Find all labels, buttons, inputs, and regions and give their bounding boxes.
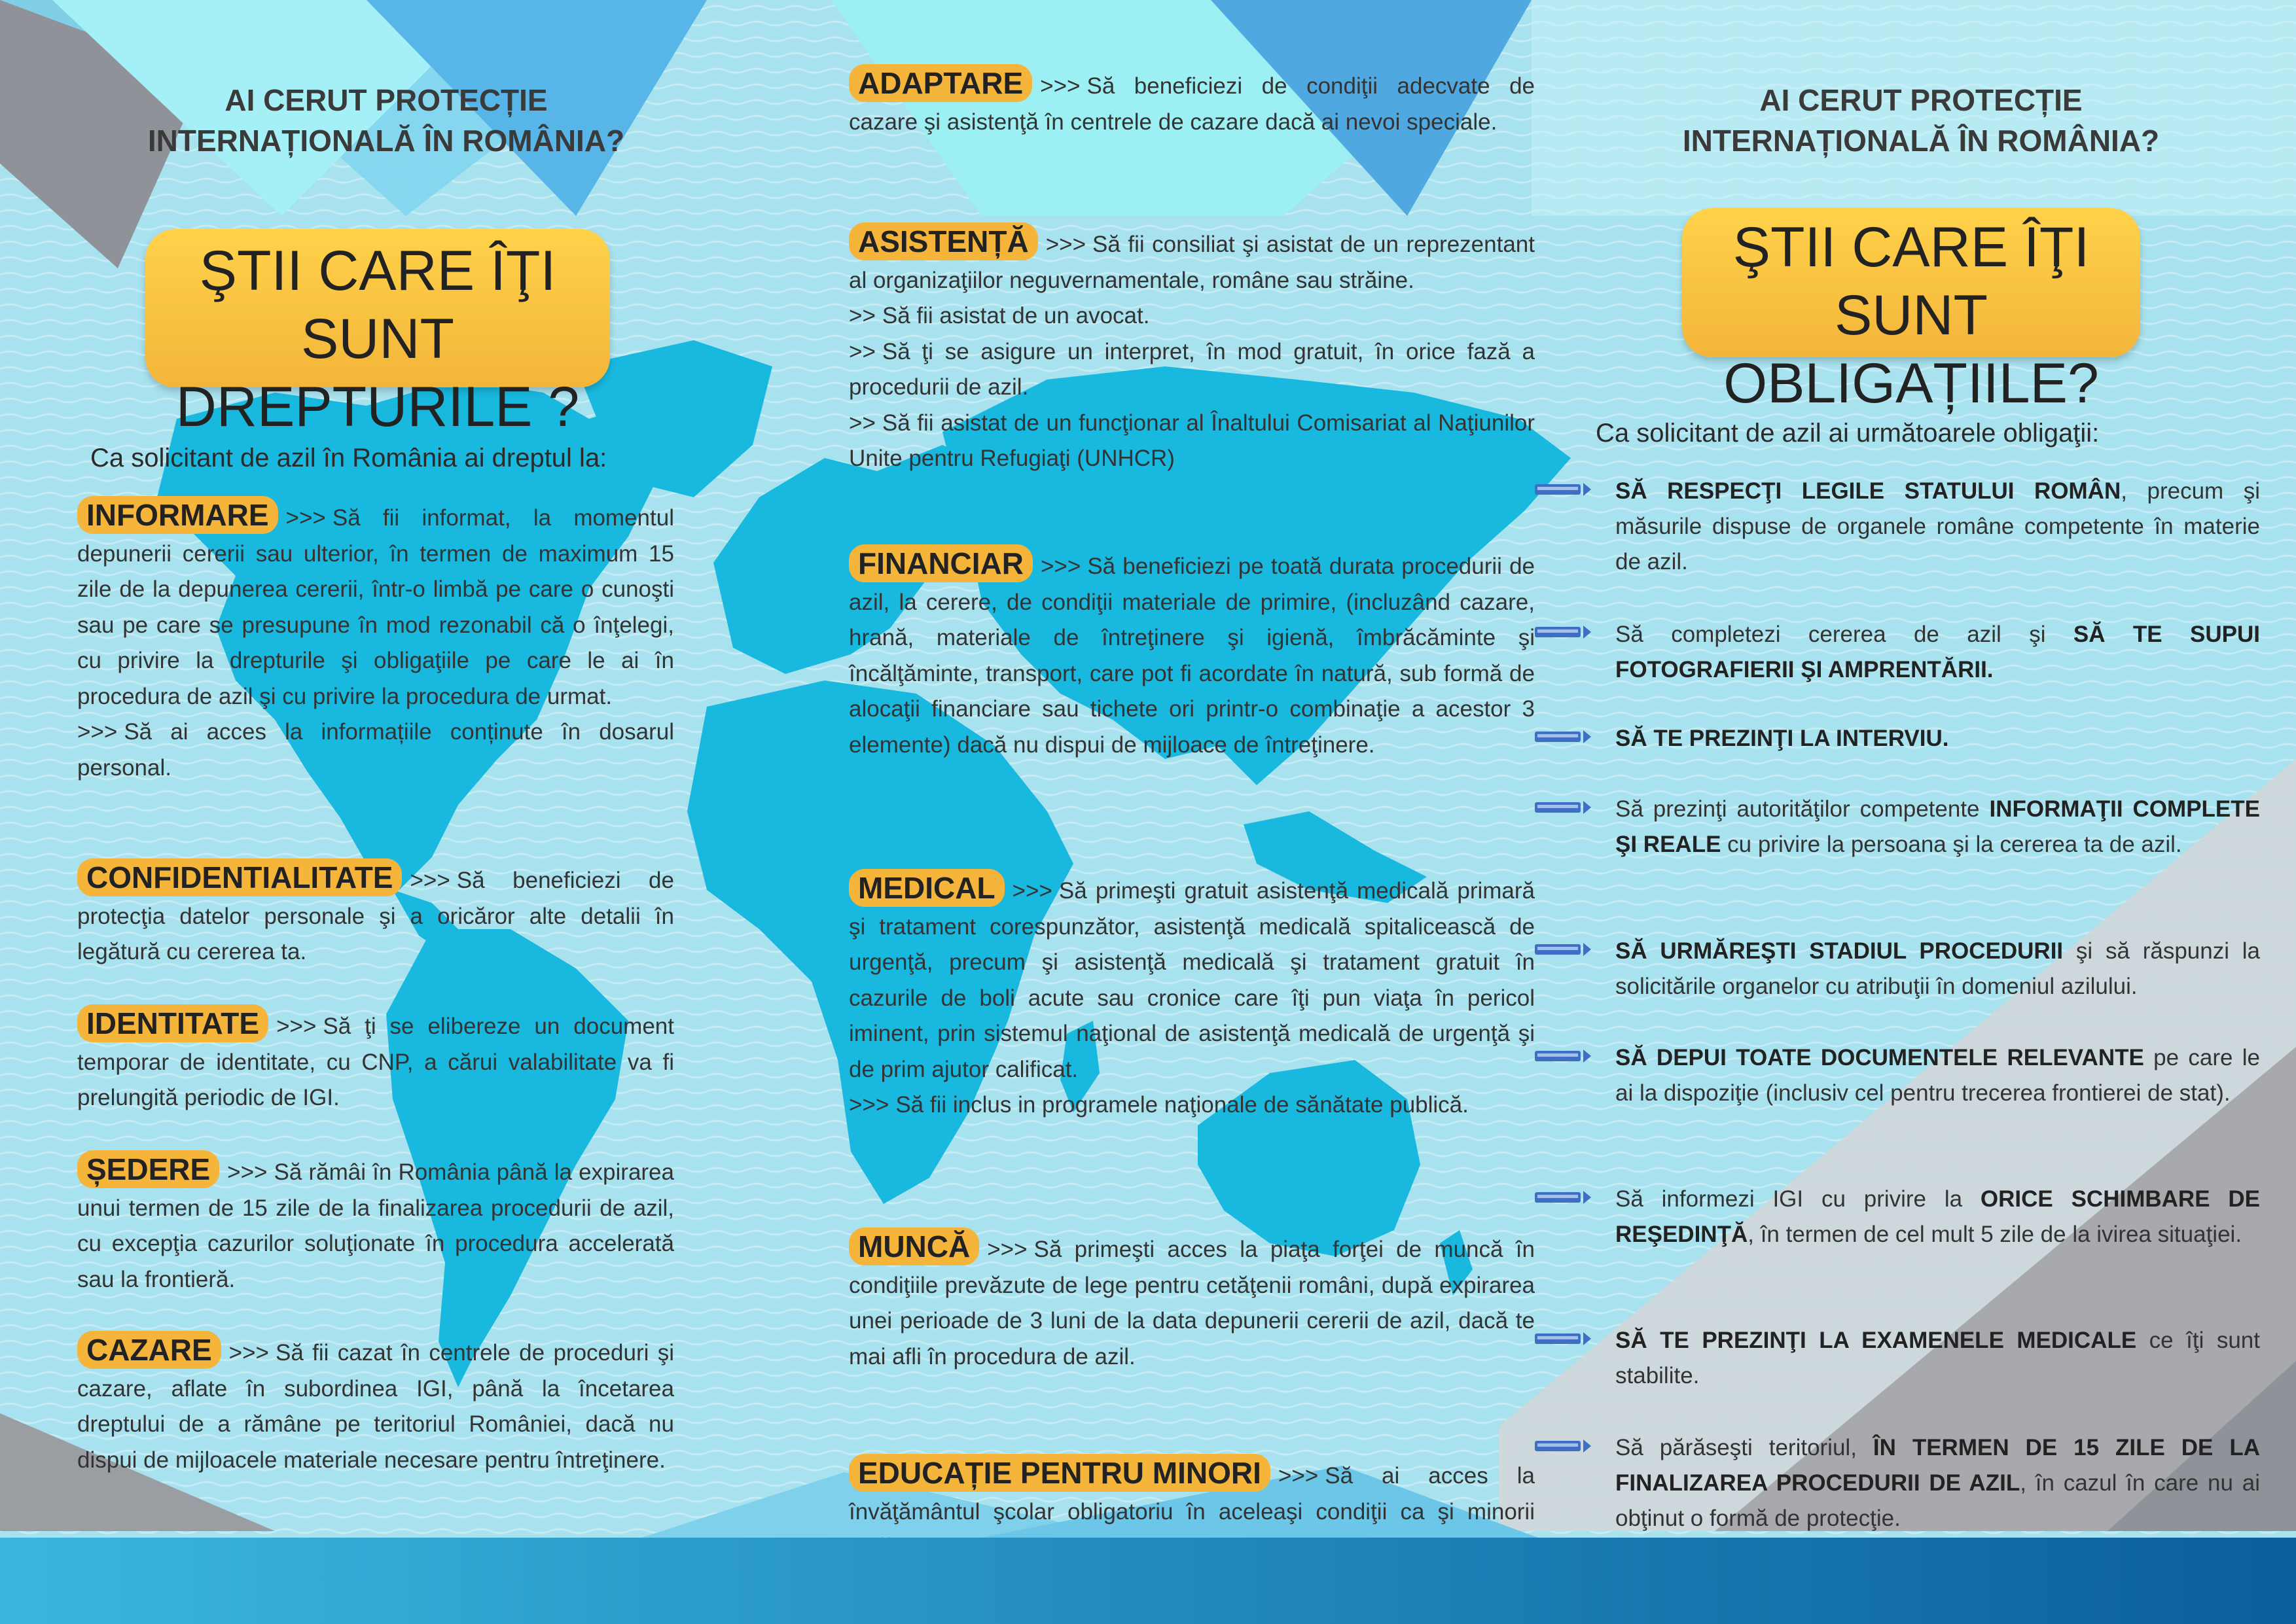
- medical-extra: Să fii inclus in programele naţionale de sănătate publică.: [895, 1092, 1469, 1118]
- medical-text: Să primeşti gratuit asistenţă medicală primară şi tratament corespunzător, asistenţă medicală spitalicească de urgenţă, precum şi asistenţă medicală şi tratament gratuit în cazurile de boli acute sau cronice care îţi pun viaţa în pericol iminent, prin sistemul naţional de asistenţă medicală de urgenţă şi de prim ajutor calificat.: [849, 878, 1535, 1082]
- obligation-item: Să părăseşti teritoriul, ÎN TERMEN DE 15 ZILE DE LA FINALIZAREA PROCEDURII DE AZIL, în cazul în care nu ai obţinut o formă de protecţie.: [1615, 1435, 2260, 1531]
- arrow-bullet-icon: [1535, 1188, 1591, 1207]
- right-title-line2: OBLIGAȚIILE?: [1723, 352, 2099, 415]
- arrow-bullet-icon: [1535, 1047, 1591, 1065]
- asistenta-text: Să fii consiliat şi asistat de un reprezentant al organizaţiilor neguvernamentale, române sau străine.: [849, 232, 1535, 293]
- right-intro: Ca solicitant de azil ai următoarele obligaţii:: [1596, 419, 2100, 448]
- asistenta-line3: Să fii asistat de un funcţionar al Înaltului Comisariat al Naţiunilor Unite pentru Refugiaţi (UNHCR): [849, 410, 1535, 471]
- right-munca: MUNCĂ >>> Să primeşti acces la piaţa forţei de muncă în condiţiile prevăzute de lege pentru cetăţenii români, după expirarea unei perioade de 3 luni de la data depunerii cererii de azil, dacă te mai afli în procedura de azil.: [849, 1227, 1535, 1375]
- obligation-item: SĂ DEPUI TOATE DOCUMENTELE RELEVANTE pe care le ai la dispoziţie (inclusiv cel pentru trecerea frontierei de stat).: [1615, 1045, 2260, 1106]
- obligation-item: SĂ TE PREZINŢI LA EXAMENELE MEDICALE ce îţi sunt stabilite.: [1615, 1328, 2260, 1388]
- tag-educatie: EDUCAȚIE PENTRU MINORI: [849, 1454, 1270, 1492]
- left-kicker: AI CERUT PROTECȚIE INTERNAȚIONALĂ ÎN ROMÂNIA?: [147, 83, 625, 158]
- right-sedere: ȘEDERE >>> Să rămâi în România până la expirarea unui termen de 15 zile de la finalizarea procedurii de azil, cu excepţia cazurilor soluţionate în procedura accelerată sau la frontieră.: [77, 1150, 674, 1297]
- obligation-item: SĂ TE PREZINŢI LA INTERVIU.: [1615, 726, 1949, 751]
- arrow-bullet-icon: [1535, 1330, 1591, 1348]
- arrow-bullet-icon: [1535, 1437, 1591, 1455]
- cazare-text: Să fii cazat în centrele de proceduri şi cazare, aflate în subordinea IGI, până la încetarea dreptului de a rămâne pe teritoriul României, dacă nu dispui de mijloacele materiale necesare pentru întreţinere.: [77, 1340, 674, 1473]
- educatie-text: Să ai acces la învăţământul şcolar obligatoriu în aceleaşi condiţii ca şi minorii: [849, 1463, 1535, 1525]
- arrow-bullet-icon: [1535, 940, 1591, 959]
- right-kicker: AI CERUT PROTECȚIE INTERNAȚIONALĂ ÎN ROMÂNIA?: [1682, 83, 2160, 158]
- arrow-bullet-icon: [1535, 798, 1591, 817]
- tag-identitate: IDENTITATE: [77, 1004, 268, 1042]
- asistenta-line1: Să fii asistat de un avocat.: [882, 303, 1150, 328]
- left-title-line1: ŞTII CARE ÎŢI SUNT: [199, 239, 556, 370]
- financiar-text: Să beneficiezi pe toată durata procedurii de azil, la cerere, de condiţii materiale de primire, (incluzând cazare, hrană, materiale de întreţinere şi igienă, îmbrăcăminte şi încălţăminte, transport, care pot fi acordate în natură, sub formă de alocaţii financiare sau tichete ori printr-o combinaţie a acestor 3 elemente) dacă nu dispui de mijloace de întreţinere.: [849, 554, 1535, 758]
- obligation-item: SĂ URMĂREŞTI STADIUL PROCEDURII şi să răspunzi la solicitările organelor cu atribuţii în domeniul azilului.: [1615, 938, 2261, 999]
- arrow-bullet-icon: [1535, 480, 1591, 499]
- right-title: [1682, 208, 2140, 415]
- asistenta-line2: Să ţi se asigure un interpret, în mod gratuit, în orice fază a procedurii de azil.: [849, 338, 1535, 400]
- informare-text: Să fii informat, la momentul depunerii cererii sau ulterior, în termen de maximum 15 zile de la depunerea cererii, într-o limbă pe care o cunoşti sau pe care se presupune în mod rezonabil că o înţelegi, cu privire la drepturile şi obligaţiile pe care le ai în procedura de azil şi cu privire la procedura de urmat.: [77, 505, 674, 709]
- left-intro: Ca solicitant de azil în România ai dreptul la:: [90, 444, 607, 472]
- tag-asistenta: ASISTENȚĂ: [849, 222, 1038, 260]
- right-panel: [1532, 0, 2296, 1538]
- right-informare: INFORMARE >>> Să fii informat, la momentul depunerii cererii sau ulterior, în termen de maximum 15 zile de la depunerea cererii, într-o limbă pe care o cunoşti sau pe care se presupune în mod rezonabil că o înţelegi, cu privire la drepturile şi obligaţiile pe care le ai în procedura de azil şi cu privire la procedura de urmat. >>> Să ai acces la informațiile conținute în dosarul personal.: [77, 496, 674, 786]
- obligation-item: Să informezi IGI cu privire la ORICE SCHIMBARE DE REŞEDINŢĂ, în termen de cel mult 5 zile de la ivirea situaţiei.: [1615, 1186, 2260, 1247]
- tag-adaptare: ADAPTARE: [849, 64, 1032, 102]
- obligation-item: Să prezinţi autorităţilor competente INFORMAŢII COMPLETE ŞI REALE cu privire la persoana şi la cererea ta de azil.: [1615, 796, 2261, 857]
- informare-extra: Să ai acces la informațiile conținute în dosarul personal.: [77, 719, 674, 781]
- tag-medical: MEDICAL: [849, 869, 1005, 907]
- tag-sedere: ȘEDERE: [77, 1150, 219, 1188]
- tag-cazare: CAZARE: [77, 1331, 221, 1369]
- confidentialitate-text: Să beneficiezi de protecţia datelor personale şi a oricăror alte detalii în legătură cu cererea ta.: [77, 868, 674, 964]
- tag-informare: INFORMARE: [77, 496, 278, 534]
- left-title-line2: DREPTURILE ?: [175, 376, 580, 438]
- tag-confidentialitate: CONFIDENTIALITATE: [77, 858, 402, 896]
- right-educatie: EDUCAȚIE PENTRU MINORI >>> Să ai acces la învăţământul şcolar obligatoriu în aceleaşi condiţii ca şi minorii: [849, 1454, 1535, 1566]
- obligation-item: SĂ RESPECŢI LEGILE STATULUI ROMÂN, precum şi măsurile dispuse de organele române competente în materie de azil.: [1615, 478, 2261, 574]
- right-title-line1: ŞTII CARE ÎŢI SUNT: [1732, 216, 2090, 347]
- right-adaptare: ADAPTARE >>> Să beneficiezi de condiţii adecvate de cazare şi asistenţă în centrele de cazare dacă ai nevoi speciale.: [849, 64, 1535, 140]
- adaptare-text: Să beneficiezi de condiţii adecvate de cazare şi asistenţă în centrele de cazare dacă ai nevoi speciale.: [849, 73, 1535, 135]
- right-identitate: IDENTITATE >>> Să ţi se elibereze un document temporar de identitate, cu CNP, a cărui valabilitate va fi prelungită periodic de IGI.: [77, 1004, 674, 1116]
- footer-band: [0, 1538, 2296, 1624]
- arrow-bullet-icon: [1535, 728, 1591, 746]
- right-medical: MEDICAL >>> Să primeşti gratuit asistenţă medicală primară şi tratament corespunzător, asistenţă medicală spitalicească de urgenţă, precum şi asistenţă medicală şi tratament gratuit în cazurile de boli acute sau cronice care îţi pun viaţa în pericol iminent, prin sistemul naţional de asistenţă medicală de urgenţă şi de prim ajutor calificat. >>> Să fii inclus in programele naţionale de sănătate publică.: [849, 869, 1535, 1123]
- right-asistenta: ASISTENȚĂ >>> Să fii consiliat şi asistat de un reprezentant al organizaţiilor neguvernamentale, române sau străine. >> Să fii asistat de un avocat. >> Să ţi se asigure un interpret, în mod gratuit, în orice fază a procedurii de azil. >> Să fii asistat de un funcţionar al Înaltului Comisariat al Naţiunilor Unite pentru Refugiaţi (UNHCR): [849, 222, 1535, 477]
- arrow-bullet-icon: [1535, 623, 1591, 641]
- right-confidentialitate: CONFIDENTIALITATE >>> Să beneficiezi de protecţia datelor personale şi a oricăror alte detalii în legătură cu cererea ta.: [77, 858, 674, 970]
- obligation-item: Să completezi cererea de azil şi SĂ TE SUPUI FOTOGRAFIERII ŞI AMPRENTĂRII.: [1615, 622, 2260, 682]
- tag-munca: MUNCĂ: [849, 1227, 979, 1265]
- sedere-text: Să rămâi în România până la expirarea unui termen de 15 zile de la finalizarea procedurii de azil, cu excepţia cazurilor soluţionate în procedura accelerată sau la frontieră.: [77, 1159, 674, 1292]
- tag-financiar: FINANCIAR: [849, 544, 1033, 582]
- right-financiar: FINANCIAR >>> Să beneficiezi pe toată durata procedurii de azil, la cerere, de condiţii materiale de primire, (incluzând cazare, hrană, materiale de întreţinere şi igienă, îmbrăcăminte şi încălţăminte, transport, care pot fi acordate în natură, sub formă de alocaţii financiare sau tichete ori printr-o combinaţie a acestor 3 elemente) dacă nu dispui de mijloace de întreţinere.: [849, 544, 1535, 763]
- munca-text: Să primeşti acces la piaţa forţei de muncă în condiţiile prevăzute de lege pentru cetăţenii români, după expirarea unei perioade de 3 luni de la data depunerii cererii de azil, dacă te mai afli în procedura de azil.: [849, 1237, 1535, 1369]
- left-panel: [0, 0, 766, 1538]
- identitate-text: Să ţi se elibereze un document temporar de identitate, cu CNP, a cărui valabilitate va fi prelungită periodic de IGI.: [77, 1014, 674, 1110]
- right-cazare: CAZARE >>> Să fii cazat în centrele de proceduri şi cazare, aflate în subordinea IGI, până la încetarea dreptului de a rămâne pe teritoriul României, dacă nu dispui de mijloacele materiale necesare pentru întreţinere.: [77, 1331, 674, 1478]
- middle-panel: [766, 0, 1535, 1538]
- left-title: [145, 229, 610, 438]
